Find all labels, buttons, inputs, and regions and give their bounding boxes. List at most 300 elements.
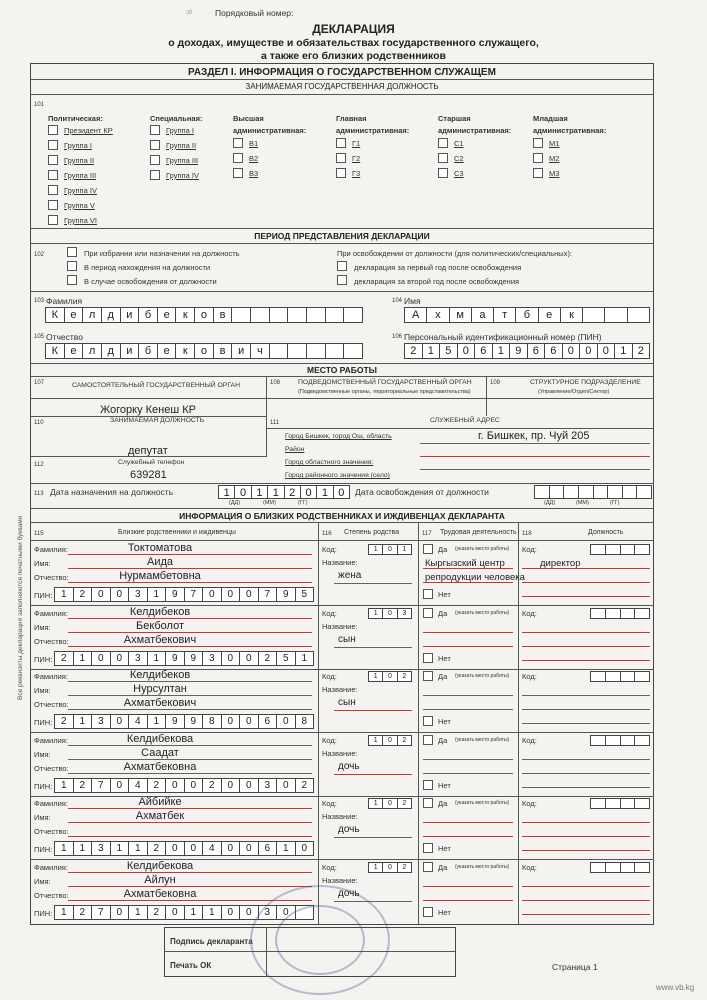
category-checkbox[interactable]	[438, 153, 448, 163]
rel-code-cell: 1	[369, 799, 383, 808]
rel-pin-grid[interactable]	[54, 714, 314, 729]
rel-pin-cell: 9	[185, 652, 204, 665]
rel-pin-cell: 1	[55, 588, 74, 601]
rel-pin-cell: 0	[92, 652, 111, 665]
rel-pin-cell: 0	[111, 588, 130, 601]
rel-code-label: Код:	[322, 799, 337, 808]
category-checkbox[interactable]	[533, 168, 543, 178]
pin-grid-cell: 0	[458, 344, 476, 358]
period-title: ПЕРИОД ПРЕДСТАВЛЕНИЯ ДЕКЛАРАЦИИ	[254, 231, 430, 241]
rel-code-cell: 1	[369, 672, 383, 681]
rel-no-checkbox[interactable]	[423, 653, 433, 663]
position-value: депутат	[128, 445, 168, 457]
org-label: САМОСТОЯТЕЛЬНЫЙ ГОСУДАРСТВЕННЫЙ ОРГАН	[72, 382, 240, 389]
rel-code-cell: 2	[402, 800, 407, 807]
category-option: Группа VI	[64, 216, 97, 225]
rel-pin-cell: 0	[240, 906, 259, 919]
rel-pin-cell: 5	[277, 652, 296, 665]
category-checkbox[interactable]	[336, 168, 346, 178]
rel-surname: Келдибеков	[129, 605, 191, 618]
rel-pin-cell: 1	[203, 906, 222, 919]
category-checkbox[interactable]	[48, 140, 58, 150]
patronymic-grid-cell: к	[176, 344, 195, 358]
rel-yes-label: Да	[438, 672, 448, 681]
rel-line	[423, 886, 513, 887]
surname-grid-cell: б	[139, 308, 158, 322]
category-checkbox[interactable]	[233, 153, 243, 163]
category-checkbox[interactable]	[150, 140, 160, 150]
rel-post-code-label: Код:	[522, 608, 537, 618]
rel-pin-cell: 1	[185, 906, 204, 919]
rel-pin-grid[interactable]	[54, 587, 314, 602]
category-option: Группа II	[64, 156, 95, 165]
rel-name-label: Имя:	[34, 813, 51, 822]
rel-post-code-label: Код:	[522, 672, 537, 681]
rel-pin-cell: 1	[148, 588, 167, 601]
rel-no-label: Нет	[438, 907, 451, 917]
rel-no-checkbox[interactable]	[423, 907, 433, 917]
rel-line	[68, 709, 312, 710]
category-option: С3	[454, 169, 464, 178]
category-checkbox[interactable]	[533, 153, 543, 163]
code-117: 117	[422, 531, 432, 537]
surname-label: Фамилия	[46, 296, 83, 306]
name-grid-cell: т	[494, 308, 516, 322]
rel-pin-cell: 1	[277, 842, 296, 855]
pin-grid-cell: 0	[563, 344, 581, 358]
rel-line	[68, 618, 312, 619]
rel-post-code-label: Код:	[522, 862, 537, 872]
appoint-grid-cell: 0	[338, 487, 345, 499]
rel-line	[522, 632, 650, 633]
stamp-label: Печать ОК	[170, 961, 212, 970]
rel-post-code-cell	[606, 545, 621, 554]
rel-no-checkbox[interactable]	[423, 843, 433, 853]
rel-line	[334, 837, 412, 838]
release-grid-cell	[623, 486, 638, 498]
rel-line	[522, 709, 650, 710]
category-checkbox[interactable]	[233, 168, 243, 178]
rel-post-code-cell	[591, 545, 606, 554]
rel-yes-checkbox[interactable]	[423, 862, 433, 872]
rel-pin-cell: 9	[277, 588, 296, 601]
category-heading: Специальная:	[150, 114, 203, 123]
address-city-label: Город Бишкек, город Ош, область	[285, 433, 392, 440]
period-checkbox-4[interactable]	[337, 261, 347, 271]
release-grid-cell	[608, 486, 623, 498]
rel-yes-label: Да	[438, 735, 448, 745]
rel-pin-cell: 0	[111, 652, 130, 665]
category-checkbox[interactable]	[48, 185, 58, 195]
surname-grid-cell	[326, 308, 345, 322]
category-option: Г2	[352, 154, 361, 163]
position-title: ЗАНИМАЕМАЯ ГОСУДАРСТВЕННАЯ ДОЛЖНОСТЬ	[245, 82, 439, 91]
category-option: Президент КР	[64, 126, 113, 135]
rel-pin-label: ПИН:	[34, 845, 53, 854]
category-checkbox[interactable]	[438, 168, 448, 178]
rel-no-checkbox[interactable]	[423, 589, 433, 599]
rel-post-code-cell	[606, 799, 621, 808]
rel-relation: дочь	[338, 887, 360, 899]
rel-pin-cell: 2	[259, 652, 278, 665]
rel-name-label: Имя:	[34, 622, 51, 632]
name-grid-cell: а	[472, 308, 494, 322]
rel-patronymic-label: Отчество:	[34, 700, 69, 709]
rel-code-grid[interactable]	[368, 608, 412, 619]
rel-pin-cell: 3	[92, 715, 111, 728]
surname-grid-cell: д	[102, 308, 121, 322]
rel-patronymic-label: Отчество:	[34, 573, 69, 582]
rel-pin-cell: 0	[185, 779, 204, 792]
rel-line	[522, 914, 650, 915]
rel-pin-cell: 1	[55, 779, 74, 792]
rel-post-code-cell	[635, 736, 649, 745]
surname-grid-cell: к	[176, 308, 195, 322]
rel-pin-cell: 1	[129, 842, 148, 855]
rel-yes-label: Да	[438, 799, 448, 808]
release-grid-cell	[550, 486, 565, 498]
rel-line	[68, 582, 312, 583]
rel-pin-cell: 3	[259, 779, 278, 792]
degree-col-label: Степень родства	[344, 529, 400, 536]
name-grid-cell: к	[561, 308, 583, 322]
release-date-grid[interactable]	[534, 485, 652, 499]
rel-yes-checkbox[interactable]	[423, 544, 433, 554]
code-103: 103	[34, 298, 45, 304]
rel-pin-grid[interactable]	[54, 841, 314, 856]
rel-surname: Келдибекова	[126, 732, 194, 745]
dd-2: (ДД)	[544, 500, 556, 506]
rel-pin-cell: 0	[92, 588, 111, 601]
rel-code-grid[interactable]	[368, 544, 412, 555]
rel-name: Аида	[146, 556, 174, 568]
rel-post-code-cell	[635, 799, 649, 808]
rel-yes-checkbox[interactable]	[423, 798, 433, 808]
rel-no-label: Нет	[438, 717, 451, 726]
release-grid-cell	[564, 486, 579, 498]
rel-post-code-grid[interactable]	[590, 544, 650, 555]
rel-title-label: Название:	[322, 812, 358, 821]
surname-grid-cell: л	[83, 308, 102, 322]
patronymic-grid-cell: е	[158, 344, 177, 358]
surname-grid-cell: е	[158, 308, 177, 322]
rel-yes-checkbox[interactable]	[423, 608, 433, 618]
rel-pin-cell: 0	[240, 588, 259, 601]
rel-line	[68, 745, 312, 746]
rel-pin-cell: 0	[111, 779, 130, 792]
rel-relation: дочь	[338, 760, 360, 772]
rel-line	[522, 850, 650, 851]
patronymic-grid-cell: и	[232, 344, 251, 358]
period-checkbox-1[interactable]	[67, 247, 77, 257]
struct-label: СТРУКТУРНОЕ ПОДРАЗДЕЛЕНИЕ	[530, 379, 641, 386]
sub-org-hint: (Подведомственные органы, территориальные представительства)	[298, 389, 471, 395]
address-village-label: Город районного значения (село)	[285, 472, 390, 479]
rel-pin-cell: 3	[259, 906, 278, 919]
name-grid-cell: б	[516, 308, 538, 322]
struct-hint: (Управление/Отдел/Сектор)	[538, 389, 610, 395]
post-col-label: Должность	[588, 529, 624, 536]
code-109: 109	[490, 380, 501, 386]
category-checkbox[interactable]	[336, 138, 346, 148]
rel-pin-cell: 4	[129, 715, 148, 728]
rel-no-checkbox[interactable]	[423, 716, 433, 726]
rel-code-cell: 0	[383, 799, 397, 808]
rel-pin-cell: 7	[92, 906, 111, 919]
code-113: 113	[34, 491, 44, 497]
rel-patronymic: Нурмамбетовна	[119, 570, 201, 582]
rel-line	[334, 774, 412, 775]
rel-line	[522, 646, 650, 647]
rel-post-code-cell	[591, 799, 606, 808]
patronymic-grid-cell: о	[195, 344, 214, 358]
category-checkbox[interactable]	[150, 170, 160, 180]
page-number: Страница 1	[552, 962, 598, 972]
surname-grid-cell	[307, 308, 326, 322]
rel-line	[423, 646, 513, 647]
rel-post-code-grid[interactable]	[590, 862, 650, 873]
category-option: С1	[454, 139, 464, 148]
category-checkbox[interactable]	[533, 138, 543, 148]
rel-yes-label: Да	[438, 862, 448, 872]
rel-post-code-cell	[621, 672, 636, 681]
rel-code-grid[interactable]	[368, 862, 412, 873]
category-checkbox[interactable]	[48, 155, 58, 165]
rel-code-cell: 0	[383, 672, 397, 681]
rel-patronymic: Ахматбекович	[123, 697, 197, 709]
category-checkbox[interactable]	[48, 200, 58, 210]
rel-post-code-cell	[621, 736, 636, 745]
rel-pin-cell: 0	[166, 842, 185, 855]
rel-pin-grid[interactable]	[54, 651, 314, 666]
rel-pin-cell: 0	[166, 906, 185, 919]
period-option-2: В период нахождения на должности	[84, 263, 211, 272]
rel-pin-label: ПИН:	[34, 654, 53, 664]
rel-code-label: Код:	[322, 735, 337, 745]
pin-grid-cell: 1	[493, 344, 511, 358]
rel-line	[522, 582, 650, 583]
rel-yes-checkbox[interactable]	[423, 735, 433, 745]
period-release-heading: При освобождении от должности (для политических/специальных):	[337, 249, 573, 258]
patronymic-grid[interactable]	[45, 343, 363, 359]
rel-pin-cell: 6	[259, 842, 278, 855]
rel-post: директор	[540, 558, 581, 569]
category-checkbox[interactable]	[438, 138, 448, 148]
surname-grid[interactable]	[45, 307, 363, 323]
rel-line	[423, 822, 513, 823]
surname-grid-cell: в	[214, 308, 233, 322]
rel-pin-cell: 0	[222, 652, 241, 665]
patronymic-grid-cell: К	[46, 344, 65, 358]
category-checkbox[interactable]	[48, 125, 58, 135]
rel-no-checkbox[interactable]	[423, 780, 433, 790]
rel-pin-cell: 6	[259, 715, 278, 728]
category-option: С2	[454, 154, 464, 163]
rel-post-code-cell	[635, 609, 649, 618]
rel-pin-cell: 0	[111, 906, 130, 919]
rel-title-label: Название:	[322, 558, 358, 567]
patronymic-grid-cell	[307, 344, 326, 358]
rel-pin-cell: 3	[129, 588, 148, 601]
code-115: 115	[34, 531, 44, 537]
rel-pin-cell: 2	[74, 779, 93, 792]
patronymic-label: Отчество	[46, 332, 83, 342]
rel-code-cell: 2	[402, 863, 407, 871]
code-116: 116	[322, 531, 332, 537]
code-102: 102	[34, 252, 45, 258]
rel-yes-checkbox[interactable]	[423, 671, 433, 681]
pin-grid-cell: 2	[405, 344, 423, 358]
rel-post-code-grid[interactable]	[590, 671, 650, 682]
name-grid[interactable]	[404, 307, 650, 323]
category-option: Группа I	[64, 141, 92, 150]
rel-surname-label: Фамилия:	[34, 545, 68, 554]
declarant-pin-grid[interactable]	[404, 343, 650, 359]
category-option: Группа IV	[64, 186, 97, 195]
name-grid-cell: м	[450, 308, 472, 322]
code-111: 111	[270, 420, 280, 426]
labor-col-label: Трудовая деятельность	[440, 529, 517, 536]
rel-code-cell: 0	[383, 545, 397, 554]
appoint-grid-cell: 2	[285, 486, 301, 498]
rel-name: Айлун	[144, 873, 176, 886]
rel-line	[522, 596, 650, 597]
rel-name-label: Имя:	[34, 876, 51, 886]
surname-grid-cell: о	[195, 308, 214, 322]
rel-line	[334, 647, 412, 648]
rel-pin-label: ПИН:	[34, 718, 53, 727]
category-checkbox[interactable]	[336, 153, 346, 163]
category-option: Г3	[352, 169, 361, 178]
rel-pin-label: ПИН:	[34, 908, 53, 918]
rel-code-cell: 1	[369, 545, 383, 554]
rel-pin-cell: 9	[166, 588, 185, 601]
surname-grid-cell: и	[121, 308, 140, 322]
relatives-col-label: Близкие родственники и иждивенцы	[118, 529, 236, 536]
rel-surname-label: Фамилия:	[34, 799, 68, 808]
rel-pin-cell: 0	[301, 843, 308, 854]
rel-pin-cell: 1	[74, 842, 93, 855]
rel-code-grid[interactable]	[368, 671, 412, 682]
rel-pin-label: ПИН:	[34, 781, 53, 791]
category-checkbox[interactable]	[48, 215, 58, 225]
doc-subtitle-1: о доходах, имуществе и обязательствах государственного служащего,	[168, 37, 539, 49]
rel-pin-cell: 0	[203, 588, 222, 601]
address-regional-label: Город областного значения:	[285, 459, 374, 466]
rel-pin-cell: 1	[148, 652, 167, 665]
org-value: Жогорку Кенеш КР	[100, 404, 196, 416]
rel-code-cell: 2	[402, 736, 407, 744]
rel-line	[68, 681, 312, 682]
category-option: В3	[249, 169, 259, 178]
rel-pin-cell: 3	[92, 842, 111, 855]
rel-code-grid[interactable]	[368, 798, 412, 809]
rel-pin-cell: 0	[111, 715, 130, 728]
patronymic-grid-cell: б	[139, 344, 158, 358]
rel-surname: Айбийке	[138, 796, 182, 808]
rel-code-cell: 1	[369, 863, 383, 872]
rel-pin-cell: 7	[259, 588, 278, 601]
rel-line	[68, 872, 312, 873]
category-option: Г1	[352, 139, 361, 148]
rel-line	[68, 836, 312, 837]
rel-name: Бекболот	[135, 619, 185, 632]
rel-line	[423, 709, 513, 710]
rel-post-code-grid[interactable]	[590, 608, 650, 619]
rel-yes-hint: (указать место работы)	[455, 800, 510, 806]
appoint-grid-cell: 1	[252, 486, 268, 498]
period-checkbox-3[interactable]	[67, 275, 77, 285]
rel-line	[334, 583, 412, 584]
rel-line	[423, 900, 513, 901]
period-checkbox-2[interactable]	[67, 261, 77, 271]
rel-pin-cell: 4	[129, 779, 148, 792]
rel-patronymic-label: Отчество:	[34, 636, 69, 646]
side-note: Все реквизиты декларации заполняются печатными буквами	[17, 515, 24, 700]
rel-name-label: Имя:	[34, 686, 51, 695]
address-label: СЛУЖЕБНЫЙ АДРЕС	[430, 417, 500, 424]
rel-post-code-grid[interactable]	[590, 735, 650, 746]
yy-1: (ГГ)	[298, 500, 308, 506]
rel-code-grid[interactable]	[368, 735, 412, 746]
rel-pin-label: ПИН:	[34, 591, 53, 600]
rel-pin-cell: 2	[55, 715, 74, 728]
rel-pin-cell: 0	[222, 588, 241, 601]
rel-yes-hint: (указать место работы)	[455, 609, 510, 616]
rel-code-cell: 3	[402, 609, 407, 617]
release-label: Дата освобождения от должности	[355, 487, 489, 497]
doc-title: ДЕКЛАРАЦИЯ	[312, 22, 395, 36]
surname-grid-cell	[344, 308, 362, 322]
name-grid-cell: х	[427, 308, 449, 322]
rel-pin-cell: 2	[74, 588, 93, 601]
rel-code-label: Код:	[322, 545, 337, 554]
rel-post-code-cell	[591, 736, 606, 745]
category-checkbox[interactable]	[150, 155, 160, 165]
rel-line	[68, 695, 312, 696]
appoint-label: Дата назначения на должность	[50, 487, 174, 497]
category-checkbox[interactable]	[233, 138, 243, 148]
category-checkbox[interactable]	[150, 125, 160, 135]
rel-line	[423, 773, 513, 774]
rel-pin-cell: 9	[185, 715, 204, 728]
code-108: 108	[270, 380, 281, 386]
appoint-date-grid[interactable]	[218, 485, 350, 499]
category-checkbox[interactable]	[48, 170, 58, 180]
surname-grid-cell: е	[65, 308, 84, 322]
rel-line	[522, 568, 650, 569]
category-heading: административная:	[233, 126, 307, 135]
rel-name: Нурсултан	[133, 683, 187, 695]
rel-line	[522, 836, 650, 837]
surname-grid-cell	[288, 308, 307, 322]
phone-value: 639281	[130, 469, 167, 481]
rel-line	[423, 632, 513, 633]
rel-post-code-cell	[591, 672, 606, 681]
rel-title-label: Название:	[322, 748, 358, 758]
rel-surname-label: Фамилия:	[34, 672, 68, 681]
yy-2: (ГГ)	[610, 500, 620, 506]
rel-code-label: Код:	[322, 862, 337, 872]
rel-pin-cell: 0	[185, 842, 204, 855]
rel-pin-grid[interactable]	[54, 778, 314, 793]
period-checkbox-5[interactable]	[337, 275, 347, 285]
surname-grid-cell	[270, 308, 289, 322]
rel-pin-cell: 3	[203, 652, 222, 665]
rel-pin-cell: 2	[148, 906, 167, 919]
section1-title: РАЗДЕЛ I. ИНФОРМАЦИЯ О ГОСУДАРСТВЕННОМ СЛУЖАЩЕМ	[188, 67, 496, 78]
rel-post-code-grid[interactable]	[590, 798, 650, 809]
